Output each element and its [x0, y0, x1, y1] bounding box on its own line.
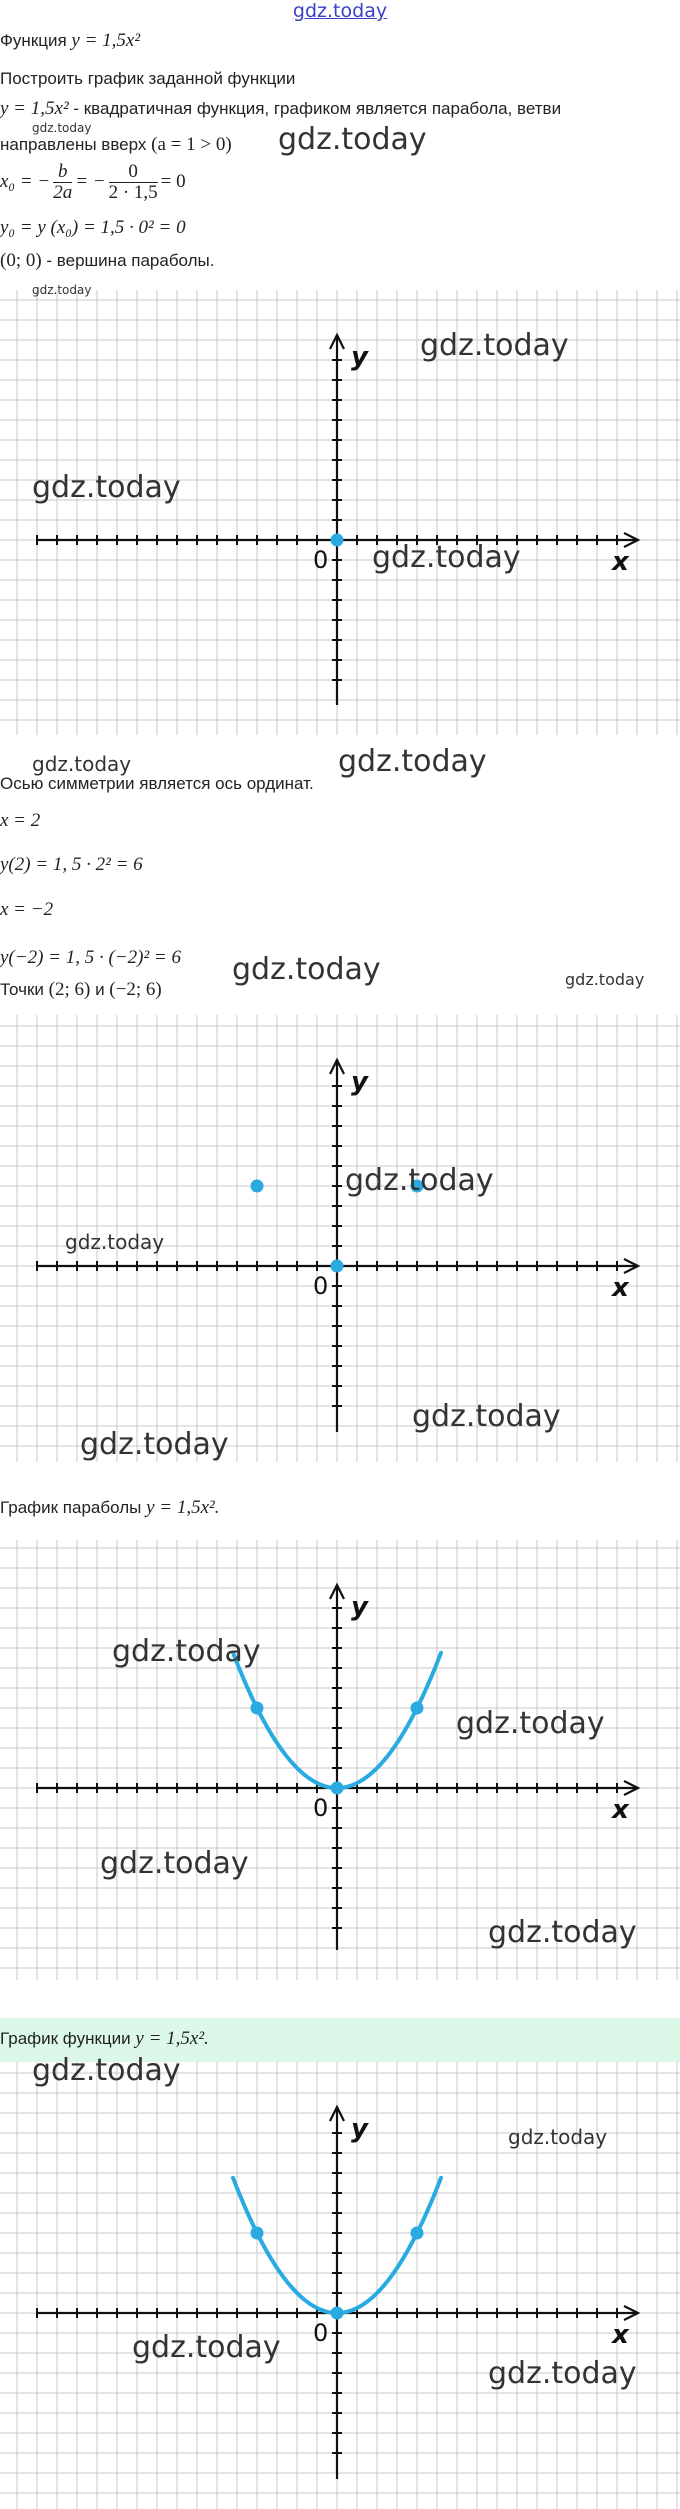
point-a: (2; 6): [48, 979, 91, 1000]
x-axis-label: x: [612, 1273, 629, 1303]
origin-label: 0: [313, 1272, 329, 1300]
watermark: gdz.today: [80, 1427, 229, 1462]
header-site-link[interactable]: gdz.today: [292, 0, 388, 22]
watermark: gdz.today: [112, 1634, 261, 1669]
watermark: gdz.today: [32, 470, 181, 505]
watermark: gdz.today: [565, 970, 645, 989]
watermark: gdz.today: [65, 1230, 165, 1254]
symmetry-axis-text: Осью симметрии является ось ординат.: [0, 774, 314, 793]
x0-den1: 2a: [53, 182, 73, 204]
watermark: gdz.today: [456, 1706, 605, 1741]
desc-text: - квадратичная функция, графиком является парабола, ветви: [68, 99, 562, 118]
data-point: [411, 2227, 424, 2240]
watermark: gdz.today: [488, 1915, 637, 1950]
description-line-2: [0, 134, 232, 156]
data-point: [331, 534, 344, 547]
watermark: gdz.today: [100, 1846, 249, 1881]
task-text: Построить график заданной функции: [0, 69, 296, 88]
y0-formula: [0, 217, 186, 239]
x-pos-line: [0, 810, 40, 832]
x0-fraction-2: [109, 162, 158, 203]
intro-title: [0, 30, 140, 52]
x0-den2: 2 · 1,5: [108, 182, 158, 204]
points-and: и: [90, 980, 110, 999]
graph-title-text: График параболы: [0, 1498, 147, 1517]
x0-num2: 0: [109, 162, 158, 183]
desc-text-2: направлены вверх: [0, 135, 152, 154]
points-line: [0, 979, 162, 1001]
watermark: gdz.today: [32, 121, 92, 135]
watermark: gdz.today: [338, 744, 487, 779]
data-point: [251, 1180, 264, 1193]
y-axis-label: y: [351, 2114, 368, 2144]
vertex-text: - вершина параболы.: [41, 251, 215, 270]
watermark: gdz.today: [488, 2356, 637, 2391]
y-axis-label: y: [351, 342, 368, 372]
function-title-formula: y = 1,5x².: [135, 2028, 209, 2049]
watermark: gdz.today: [412, 1399, 561, 1434]
vertex-line: [0, 250, 215, 272]
y-pos-line: [0, 854, 143, 876]
data-point: [331, 2307, 344, 2320]
x-axis-label: x: [612, 1795, 629, 1825]
y-neg-line: [0, 947, 181, 969]
watermark: gdz.today: [232, 952, 381, 987]
watermark: gdz.today: [32, 752, 132, 776]
vertex-point: (0; 0): [0, 250, 42, 271]
x-pos: x = 2: [0, 810, 41, 831]
watermark: gdz.today: [508, 2125, 608, 2149]
desc-formula: y = 1,5x²: [0, 98, 69, 119]
x0-mid: = −: [75, 171, 106, 192]
graph-title: [0, 1497, 219, 1519]
point-b: (−2; 6): [109, 979, 162, 1000]
data-point: [251, 1702, 264, 1715]
parabola-graph: [0, 1540, 680, 1980]
x0-formula: [0, 160, 186, 204]
watermark: gdz.today: [278, 122, 427, 157]
x-axis-label: x: [612, 547, 629, 577]
vertex-graph: [0, 290, 680, 735]
description-line-1: [0, 98, 561, 120]
watermark: gdz.today: [345, 1163, 494, 1198]
points-label: Точки: [0, 980, 49, 999]
data-point: [251, 2227, 264, 2240]
watermark: gdz.today: [132, 2330, 281, 2365]
data-point: [411, 1702, 424, 1715]
data-point: [331, 1782, 344, 1795]
x0-rhs: = 0: [160, 171, 186, 192]
y0-formula-text: y₀ = y (x₀) = 1,5 · 0² = 0: [0, 217, 186, 238]
data-point: [331, 1260, 344, 1273]
origin-label: 0: [313, 2319, 329, 2347]
x0-fraction-1: [53, 162, 72, 203]
function-title: [0, 2028, 209, 2050]
watermark: gdz.today: [420, 328, 569, 363]
origin-label: 0: [313, 1794, 329, 1822]
grid: [0, 1540, 680, 1980]
y-axis-label: y: [351, 1067, 368, 1097]
function-title-text: График функции: [0, 2029, 136, 2048]
x-neg: x = −2: [0, 899, 54, 920]
graph-panel-parabola: [0, 1540, 680, 1980]
desc-condition: (a = 1 > 0): [151, 134, 232, 155]
x0-lhs: x₀ = −: [0, 171, 51, 192]
watermark: gdz.today: [372, 540, 521, 575]
graph-panel-vertex: [0, 290, 680, 735]
graph-title-formula: y = 1,5x².: [146, 1497, 220, 1518]
intro-title-text: Функция: [0, 31, 72, 50]
x-neg-line: [0, 899, 53, 921]
intro-title-formula: y = 1,5x²: [71, 30, 141, 51]
origin-label: 0: [313, 546, 329, 574]
watermark: gdz.today: [32, 2053, 181, 2088]
y-axis-label: y: [351, 1592, 368, 1622]
grid: [0, 290, 680, 735]
watermark: gdz.today: [32, 283, 92, 297]
x0-num1: b: [53, 162, 72, 183]
x-axis-label: x: [612, 2320, 629, 2350]
y-neg: y(−2) = 1, 5 · (−2)² = 6: [0, 947, 181, 968]
y-pos: y(2) = 1, 5 · 2² = 6: [0, 854, 143, 875]
